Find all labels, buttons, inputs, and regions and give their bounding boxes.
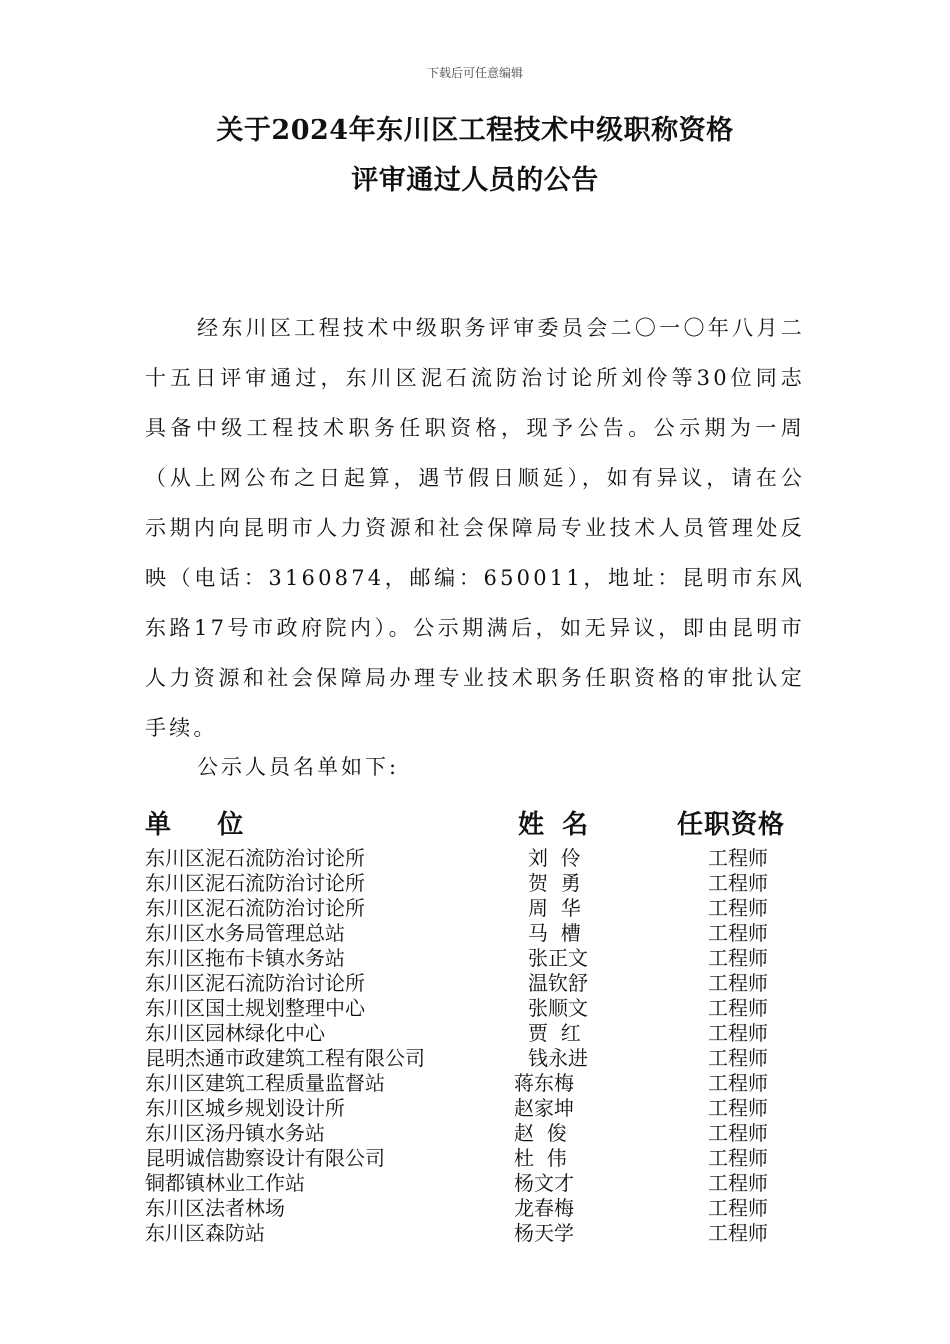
row-qualification: 工程师 [708, 896, 768, 920]
header-unit: 单 位 [145, 810, 246, 840]
row-unit: 东川区森防站 [145, 1221, 265, 1245]
row-name: 马 槽 [528, 921, 581, 945]
row-unit: 东川区泥石流防治讨论所 [145, 846, 365, 870]
row-name: 钱永进 [528, 1046, 588, 1070]
table-row [145, 921, 825, 946]
row-unit: 东川区园林绿化中心 [145, 1021, 325, 1045]
row-name: 赵 俊 [514, 1121, 567, 1145]
table-row [145, 1046, 825, 1071]
row-qualification: 工程师 [708, 1146, 768, 1170]
table-row [145, 1146, 825, 1171]
row-qualification: 工程师 [708, 1071, 768, 1095]
row-name: 杨文才 [514, 1171, 574, 1195]
row-unit: 东川区建筑工程质量监督站 [145, 1071, 385, 1095]
announcement-body: 经东川区工程技术中级职务评审委员会二〇一〇年八月二十五日评审通过，东川区泥石流防治讨论所刘伶等30位同志具备中级工程技术职务任职资格，现予公告。公示期为一周（从上网公布之日起算，遇节假日顺延），如有异议，请在公示期内向昆明市人力资源和社会保障局专业技术人员管理处反映（电话：3160874，邮编：650011，地址：昆明市东风东路17号市政府院内）。公示期满后，如无异议，即由昆明市人力资源和社会保障局办理专业技术职务任职资格的审批认定手续。 [145, 316, 805, 740]
table-header [145, 804, 825, 844]
row-unit: 东川区法者林场 [145, 1196, 285, 1220]
row-name: 赵家坤 [514, 1096, 574, 1120]
table-row [145, 971, 825, 996]
row-name: 贺 勇 [528, 871, 581, 895]
table-row [145, 996, 825, 1021]
table-row [145, 896, 825, 921]
document-title-line-1: 关于2024年东川区工程技术中级职称资格 [216, 115, 734, 146]
row-qualification: 工程师 [708, 1221, 768, 1245]
table-row [145, 1221, 825, 1246]
row-qualification: 工程师 [708, 1021, 768, 1045]
table-row [145, 1021, 825, 1046]
table-row [145, 1096, 825, 1121]
row-name: 杨天学 [514, 1221, 574, 1245]
row-name: 蒋东梅 [514, 1071, 574, 1095]
watermark-text: 下载后可任意编辑 [426, 66, 523, 80]
row-qualification: 工程师 [708, 1121, 768, 1145]
row-qualification: 工程师 [708, 1171, 768, 1195]
row-name: 刘 伶 [528, 846, 581, 870]
row-name: 杜 伟 [514, 1146, 567, 1170]
table-row [145, 1196, 825, 1221]
row-qualification: 工程师 [708, 1046, 768, 1070]
header-qualification: 任职资格 [677, 810, 786, 840]
row-unit: 东川区国土规划整理中心 [145, 996, 365, 1020]
document-title-line-2: 评审通过人员的公告 [351, 165, 599, 196]
row-unit: 铜都镇林业工作站 [145, 1171, 305, 1195]
row-name: 贾 红 [528, 1021, 581, 1045]
table-row [145, 1171, 825, 1196]
row-qualification: 工程师 [708, 846, 768, 870]
row-unit: 东川区拖布卡镇水务站 [145, 946, 345, 970]
row-name: 周 华 [528, 896, 581, 920]
row-unit: 东川区城乡规划设计所 [145, 1096, 345, 1120]
row-name: 龙春梅 [514, 1196, 574, 1220]
row-qualification: 工程师 [708, 871, 768, 895]
table-row [145, 846, 825, 871]
list-intro: 公示人员名单如下: [197, 755, 400, 779]
table-row [145, 1071, 825, 1096]
row-name: 温钦舒 [528, 971, 588, 995]
table-row [145, 1121, 825, 1146]
row-name: 张正文 [528, 946, 588, 970]
row-qualification: 工程师 [708, 946, 768, 970]
row-qualification: 工程师 [708, 996, 768, 1020]
row-unit: 东川区泥石流防治讨论所 [145, 871, 365, 895]
row-unit: 昆明杰通市政建筑工程有限公司 [145, 1046, 425, 1070]
row-unit: 东川区泥石流防治讨论所 [145, 896, 365, 920]
row-qualification: 工程师 [708, 1096, 768, 1120]
row-unit: 东川区水务局管理总站 [145, 921, 345, 945]
row-qualification: 工程师 [708, 971, 768, 995]
row-qualification: 工程师 [708, 921, 768, 945]
row-name: 张顺文 [528, 996, 588, 1020]
row-qualification: 工程师 [708, 1196, 768, 1220]
row-unit: 东川区泥石流防治讨论所 [145, 971, 365, 995]
table-row [145, 946, 825, 971]
row-unit: 昆明诚信勘察设计有限公司 [145, 1146, 385, 1170]
row-unit: 东川区汤丹镇水务站 [145, 1121, 325, 1145]
table-row [145, 871, 825, 896]
header-name: 姓 名 [518, 810, 589, 840]
personnel-list [145, 846, 825, 1246]
